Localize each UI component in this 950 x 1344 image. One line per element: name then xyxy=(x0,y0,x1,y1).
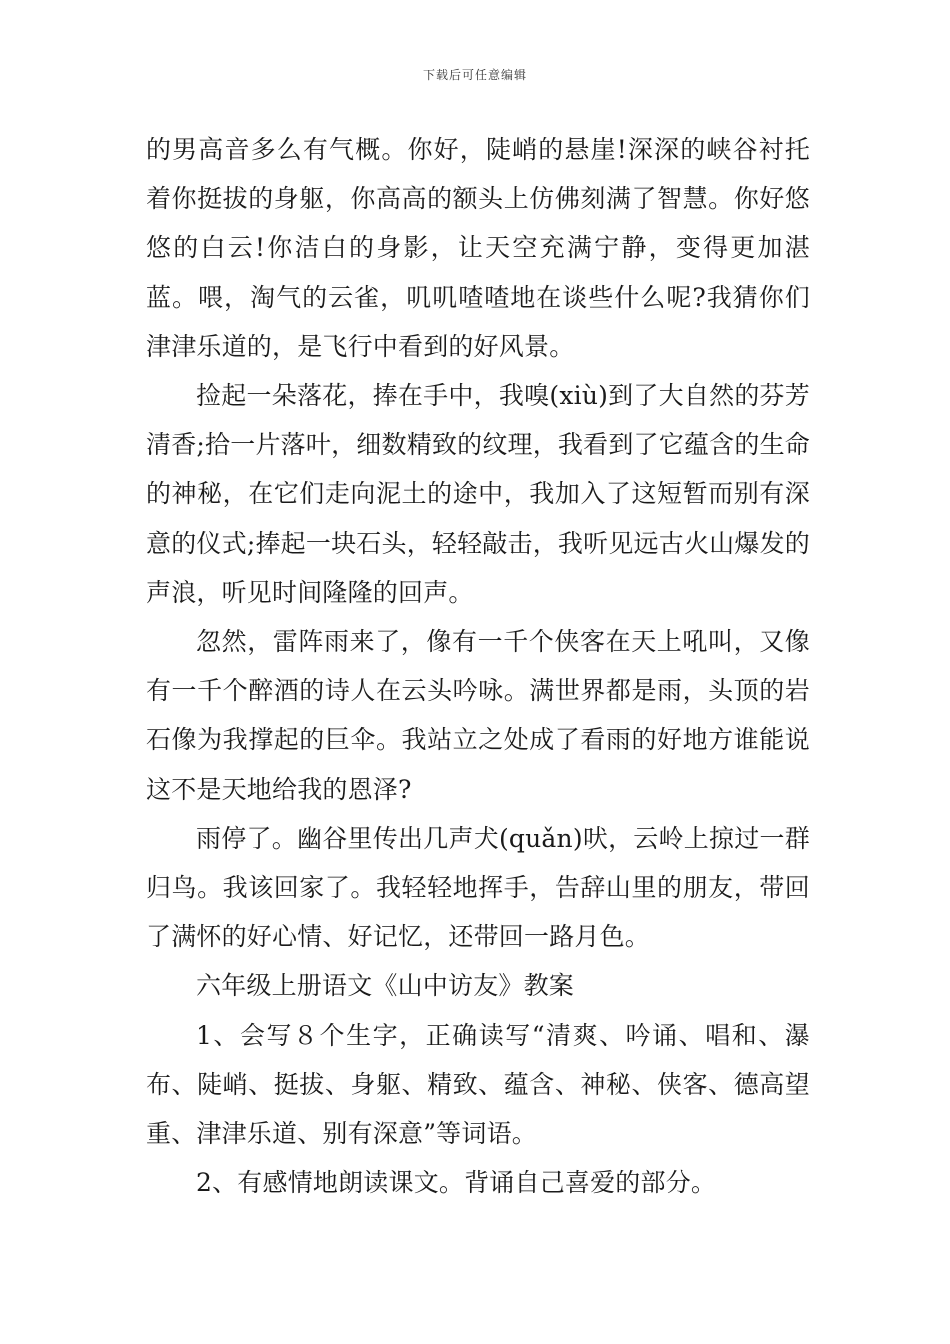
paragraph-3: 忽然，雷阵雨来了，像有一千个侠客在天上吼叫，又像有一千个醉酒的诗人在云头吟咏。满世界都是雨，头顶的岩石像为我撑起的巨伞。我站立之处成了看雨的好地方谁能说这不是天地给我的恩泽? xyxy=(146,627,810,804)
section-title: 六年级上册语文《山中访友》教案 xyxy=(196,971,575,1001)
paragraph-1: 的男高音多么有气概。你好，陡峭的悬崖!深深的峡谷衬托着你挺拔的身躯，你高高的额头上仿佛刻满了智慧。你好悠悠的白云!你洁白的身影，让天空充满宁静，变得更加湛蓝。喂，淘气的云雀，叽叽喳喳地在谈些什么呢?我猜你们津津乐道的，是飞行中看到的好风景。 xyxy=(146,135,810,361)
paragraph-2: 捡起一朵落花，捧在手中，我嗅(xiù)到了大自然的芬芳清香;拾一片落叶，细数精致的纹理，我看到了它蕴含的生命的神秘，在它们走向泥土的途中，我加入了这短暂而别有深意的仪式;捧起一块石头，轻轻敲击，我听见远古火山爆发的声浪，听见时间隆隆的回声。 xyxy=(146,381,810,607)
document-body xyxy=(146,125,810,1207)
objective-1: 1、会写８个生字，正确读写“清爽、吟诵、唱和、瀑布、陡峭、挺拔、身躯、精致、蕴含、神秘、侠客、德高望重、津津乐道、别有深意”等词语。 xyxy=(146,1020,810,1149)
page-header-note: 下载后可任意编辑 xyxy=(422,68,527,82)
paragraph-4: 雨停了。幽谷里传出几声犬(quǎn)吠，云岭上掠过一群归鸟。我该回家了。我轻轻地挥手，告辞山里的朋友，带回了满怀的好心情、好记忆，还带回一路月色。 xyxy=(146,823,810,952)
objective-2: 2、有感情地朗读课文。背诵自己喜爱的部分。 xyxy=(196,1168,717,1198)
